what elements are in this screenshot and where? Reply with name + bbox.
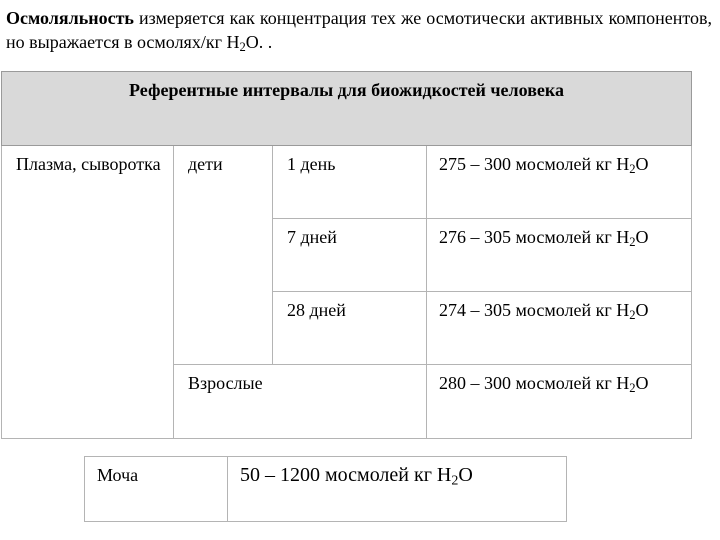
table-header-row: [2, 72, 692, 146]
range-cell: [427, 219, 692, 292]
intro-tail: O. .: [245, 32, 273, 52]
range-cell: [427, 365, 692, 439]
range-cell: [427, 292, 692, 365]
reference-intervals-table: [1, 71, 692, 439]
age-cell: 28 дней: [273, 292, 427, 365]
intro-subscript: 2: [239, 40, 246, 55]
table-row: [85, 457, 567, 522]
range-text: 275 – 300 мосмолей кг H: [439, 154, 630, 174]
table-row: [2, 146, 692, 219]
range-subscript: 2: [629, 381, 636, 396]
urine-table: [84, 456, 567, 522]
range-text: 280 – 300 мосмолей кг H: [439, 373, 630, 393]
specimen-cell: Плазма, сыворотка: [2, 146, 174, 439]
urine-label: Моча: [85, 457, 228, 522]
children-cell: дети: [174, 146, 273, 365]
age-cell: 7 дней: [273, 219, 427, 292]
adults-cell: [174, 365, 427, 439]
range-text: 274 – 305 мосмолей кг H: [439, 300, 630, 320]
urine-range-subscript: 2: [451, 473, 459, 489]
urine-range-cell: [228, 457, 567, 522]
intro-text: измеряется как концентрация тех же осмотически активных компонентов, но выражается в осмолях/кг H: [6, 8, 712, 52]
range-subscript: 2: [629, 308, 636, 323]
age-cell: 1 день: [273, 146, 427, 219]
range-cell: [427, 146, 692, 219]
table-title: Референтные интервалы для биожидкостей человека: [2, 72, 692, 146]
urine-range-text: 50 – 1200 мосмолей кг H: [240, 464, 452, 486]
range-tail: O: [635, 373, 649, 393]
intro-paragraph: [6, 6, 712, 54]
adults-label: Взрослые: [188, 373, 263, 393]
range-subscript: 2: [629, 162, 636, 177]
range-tail: O: [635, 300, 649, 320]
range-subscript: 2: [629, 235, 636, 250]
intro-term: Осмоляльность: [6, 8, 134, 28]
range-tail: O: [635, 227, 649, 247]
range-text: 276 – 305 мосмолей кг H: [439, 227, 630, 247]
urine-range-tail: O: [458, 464, 473, 486]
range-tail: O: [635, 154, 649, 174]
